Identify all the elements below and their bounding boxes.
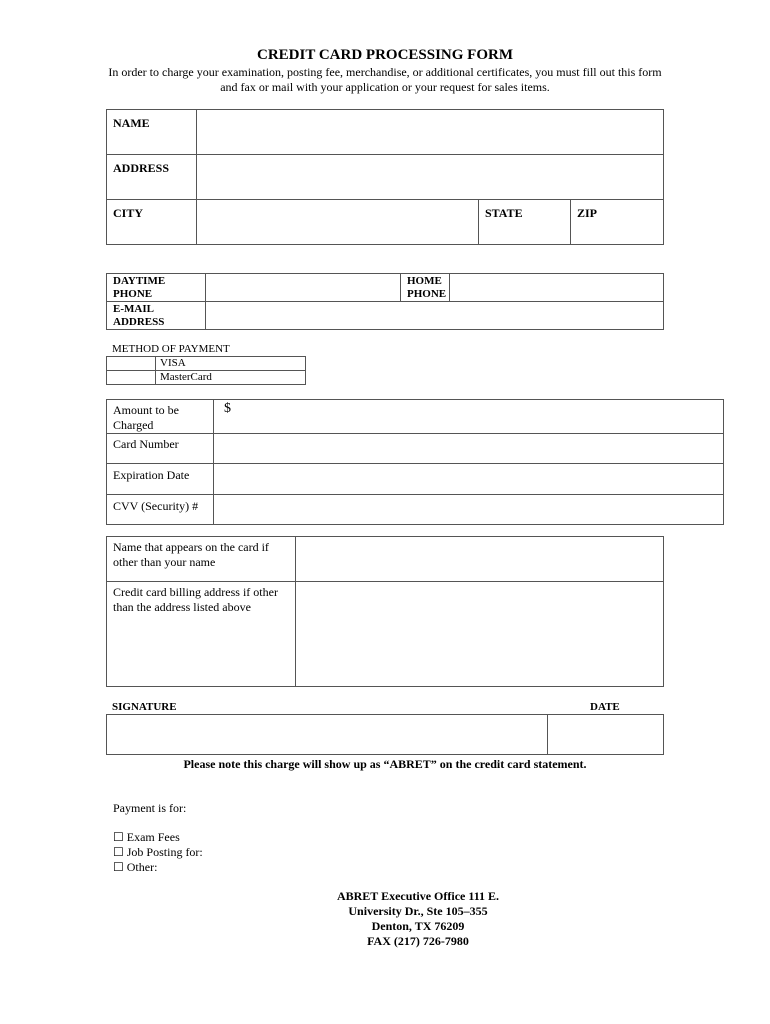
expiration-field[interactable] [214, 464, 724, 495]
card-number-label-cell [107, 434, 214, 464]
daytime-phone-label-cell [107, 274, 206, 302]
name-label-cell [107, 110, 197, 155]
phone-table [106, 273, 664, 330]
office-line-1: ABRET Executive Office 111 E. [336, 889, 500, 903]
billing-address-label-cell [107, 582, 296, 687]
email-label-cell [107, 302, 206, 330]
home-phone-field[interactable] [450, 274, 664, 302]
daytime-phone-label: DAYTIME PHONE [113, 275, 166, 300]
name-on-card-label: Name that appears on the card if other than your name [113, 540, 269, 569]
name-on-card-label-cell [107, 537, 296, 582]
email-field[interactable] [206, 302, 664, 330]
billing-table [106, 536, 664, 687]
name-label: NAME [113, 116, 150, 130]
signature-field[interactable] [107, 715, 548, 755]
office-line-3: Denton, TX 76209 [371, 919, 465, 933]
contact-table [106, 109, 664, 245]
exam-fees-option[interactable]: ☐ Exam Fees [113, 830, 180, 844]
address-label-cell [107, 155, 197, 200]
date-field[interactable] [548, 715, 664, 755]
card-number-field[interactable] [214, 434, 724, 464]
job-posting-option[interactable]: ☐ Job Posting for: [113, 845, 203, 859]
mastercard-label: MasterCard [156, 371, 306, 385]
office-address [0, 889, 770, 949]
amount-label-cell [107, 400, 214, 434]
signature-table [106, 714, 664, 755]
amount-label: Amount to be Charged [113, 403, 179, 432]
billing-address-label: Credit card billing address if other than the address listed above [113, 585, 278, 614]
mastercard-checkbox[interactable] [107, 371, 156, 385]
name-field[interactable] [197, 110, 664, 155]
currency-symbol: $ [224, 401, 231, 416]
name-on-card-field[interactable] [296, 537, 664, 582]
office-line-4: FAX (217) 726-7980 [367, 934, 469, 948]
card-table [106, 399, 724, 525]
payment-method-table [106, 356, 306, 385]
city-field[interactable] [197, 200, 479, 245]
payment-method-header: METHOD OF PAYMENT [112, 343, 230, 355]
form-title: CREDIT CARD PROCESSING FORM [257, 47, 513, 63]
expiration-label: Expiration Date [113, 468, 190, 482]
cvv-field[interactable] [214, 495, 724, 525]
state-field[interactable] [479, 200, 571, 245]
billing-address-field[interactable] [296, 582, 664, 687]
state-label: STATE [485, 206, 523, 220]
home-phone-label: HOME PHONE [407, 275, 447, 300]
charge-note: Please note this charge will show up as “ABRET” on the credit card statement. [183, 757, 587, 771]
amount-field[interactable] [214, 400, 724, 434]
email-label: E-MAIL ADDRESS [113, 303, 165, 328]
city-label-cell [107, 200, 197, 245]
cvv-label: CVV (Security) # [113, 499, 199, 513]
cvv-label-cell [107, 495, 214, 525]
visa-checkbox[interactable] [107, 357, 156, 371]
zip-field[interactable] [571, 200, 664, 245]
other-option[interactable]: ☐ Other: [113, 860, 158, 874]
signature-label: SIGNATURE [112, 701, 177, 713]
city-label: CITY [113, 206, 144, 220]
visa-label: VISA [156, 357, 306, 371]
daytime-phone-field[interactable] [206, 274, 401, 302]
expiration-label-cell [107, 464, 214, 495]
address-field[interactable] [197, 155, 664, 200]
form-intro: In order to charge your examination, posting fee, merchandise, or additional certificates, you must fill out this form and fax or mail with your application or your request for sales items. [108, 65, 662, 94]
card-number-label: Card Number [113, 437, 179, 451]
address-label: ADDRESS [113, 161, 170, 175]
office-line-2: University Dr., Ste 105–355 [348, 904, 488, 918]
home-phone-label-cell [401, 274, 450, 302]
date-label: DATE [590, 701, 620, 713]
zip-label: ZIP [577, 206, 598, 220]
payment-for-heading: Payment is for: [113, 801, 187, 815]
